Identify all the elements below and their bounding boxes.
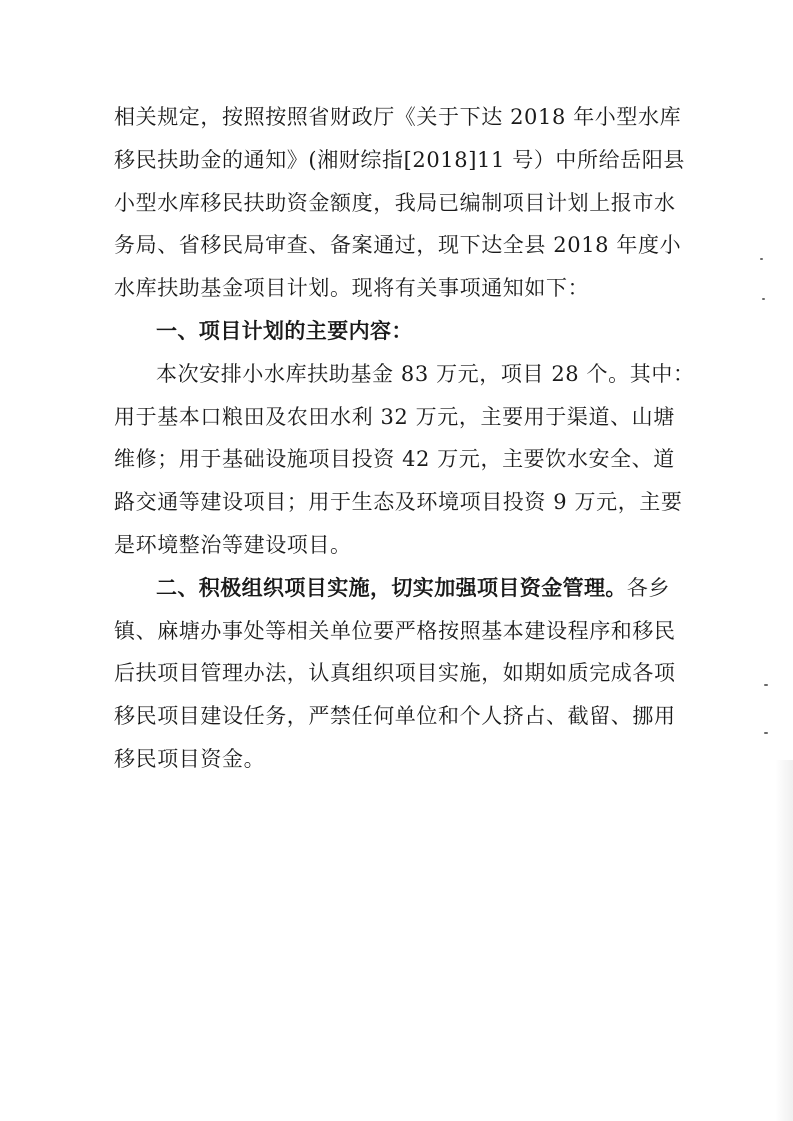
scan-edge-shadow [775, 760, 793, 1121]
section-2-line-1 [114, 567, 680, 610]
section-2-line-1-tail: 各乡 [626, 575, 671, 600]
intro-line-2: 移民扶助金的通知》(湘财综指[2018]11 号）中所给岳阳县 [114, 147, 686, 172]
scan-speck [760, 258, 763, 260]
section-2-line-2: 镇、麻塘办事处等相关单位要严格按照基本建设程序和移民 [114, 618, 676, 643]
section-1-heading: 一、项目计划的主要内容： [156, 318, 413, 343]
section-1-line-4: 路交通等建设项目；用于生态及环境项目投资 9 万元，主要 [114, 490, 683, 515]
scan-speck [764, 684, 768, 686]
section-1-line-3: 维修；用于基础设施项目投资 42 万元，主要饮水安全、道 [114, 447, 675, 472]
document-body [114, 96, 695, 781]
section-2-line-4: 移民项目建设任务，严禁任何单位和个人挤占、截留、挪用 [114, 704, 676, 729]
section-1-line-5: 是环境整治等建设项目。 [114, 532, 352, 557]
section-2-line-5: 移民项目资金。 [114, 746, 266, 771]
section-1-line-1: 本次安排小水库扶助基金 83 万元，项目 28 个。其中： [156, 361, 695, 386]
scan-speck [762, 298, 765, 300]
intro-line-5: 水库扶助基金项目计划。现将有关事项通知如下： [114, 276, 590, 301]
intro-line-4: 务局、省移民局审查、备案通过，现下达全县 2018 年度小 [114, 233, 682, 258]
intro-line-3: 小型水库移民扶助资金额度，我局已编制项目计划上报市水 [114, 190, 676, 215]
scan-speck [764, 732, 768, 734]
section-1-line-2: 用于基本口粮田及农田水利 32 万元，主要用于渠道、山塘 [114, 404, 675, 429]
section-2-line-3: 后扶项目管理办法，认真组织项目实施，如期如质完成各项 [114, 661, 676, 686]
intro-line-1: 相关规定，按照按照省财政厅《关于下达 2018 年小型水库 [114, 105, 682, 129]
section-2-heading: 二、积极组织项目实施，切实加强项目资金管理。 [156, 575, 627, 600]
